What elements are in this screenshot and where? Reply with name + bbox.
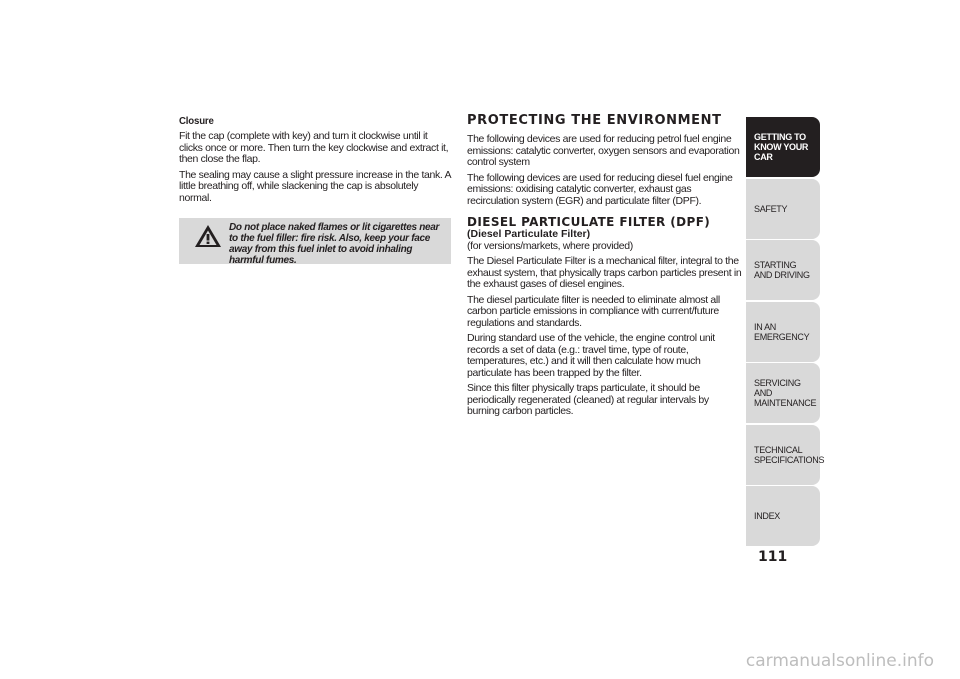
tab-label: SERVICING AND MAINTENANCE (754, 378, 817, 408)
environment-heading: PROTECTING THE ENVIRONMENT (467, 113, 722, 128)
dpf-paragraph-4: Since this filter physically traps particulate, it should be periodically regenerated (cleaned) at regular intervals by burning carbon particles. (467, 382, 709, 417)
right-column (467, 115, 742, 422)
tab-label: TECHNICAL SPECIFICATIONS (754, 444, 825, 465)
dpf-subheading: (Diesel Particulate Filter) (467, 228, 591, 240)
environment-paragraph-1: The following devices are used for reducing petrol fuel engine emissions: catalytic converter, oxygen sensors and evaporation control system (467, 133, 740, 168)
tab-getting-to-know-your-car[interactable] (746, 117, 820, 177)
warning-text: Do not place naked flames or lit cigarettes near to the fuel filler: fire risk. Also, keep your face away from this fuel inlet to avoid inhaling harmful fumes. (229, 222, 440, 266)
environment-paragraph-2: The following devices are used for reducing diesel fuel engine emissions: oxidising catalytic converter, exhaust gas recirculation system (EGR) and particulate filter (DPF). (467, 171, 733, 207)
section-tabs (746, 117, 825, 548)
tab-label: STARTING AND DRIVING (754, 260, 810, 280)
tab-technical-specifications[interactable] (746, 425, 825, 485)
left-column (179, 115, 451, 264)
tab-label: INDEX (754, 511, 781, 521)
closure-heading: Closure (179, 115, 214, 127)
tab-in-an-emergency[interactable] (746, 302, 820, 362)
dpf-note: (for versions/markets, where provided) (467, 239, 633, 252)
page-number: 111 (758, 549, 788, 565)
watermark: carmanualsonline.info (745, 651, 934, 671)
tab-label: GETTING TO KNOW YOUR CAR (754, 132, 809, 162)
dpf-paragraph-3: During standard use of the vehicle, the engine control unit records a set of data (e.g.: travel time, type of route, temperatures, etc.) and it will then calculate how much particulate has been trapped by the filter. (467, 332, 715, 379)
tab-servicing-and-maintenance[interactable] (746, 363, 820, 423)
warning-box (179, 218, 451, 264)
closure-paragraph-2: The sealing may cause a slight pressure increase in the tank. A little breathing off, while slackening the cap is absolutely normal. (179, 168, 451, 204)
dpf-heading: DIESEL PARTICULATE FILTER (DPF) (467, 215, 711, 229)
tab-starting-and-driving[interactable] (746, 240, 820, 300)
tab-label: IN AN EMERGENCY (754, 321, 810, 342)
dpf-paragraph-2: The diesel particulate filter is needed to eliminate almost all carbon particle emissions in compliance with current/future regulations and standards. (467, 293, 720, 329)
warning-triangle-icon (194, 224, 222, 248)
tab-safety[interactable] (746, 179, 820, 239)
tab-index[interactable] (746, 486, 820, 546)
dpf-paragraph-1: The Diesel Particulate Filter is a mechanical filter, integral to the exhaust system, that physically traps carbon particles present in the exhaust gases of diesel engines. (467, 255, 742, 290)
tab-label: SAFETY (754, 203, 788, 214)
closure-paragraph-1: Fit the cap (complete with key) and turn it clockwise until it clicks once or more. Then turn the key clockwise and extract it, then close the flap. (179, 130, 449, 165)
